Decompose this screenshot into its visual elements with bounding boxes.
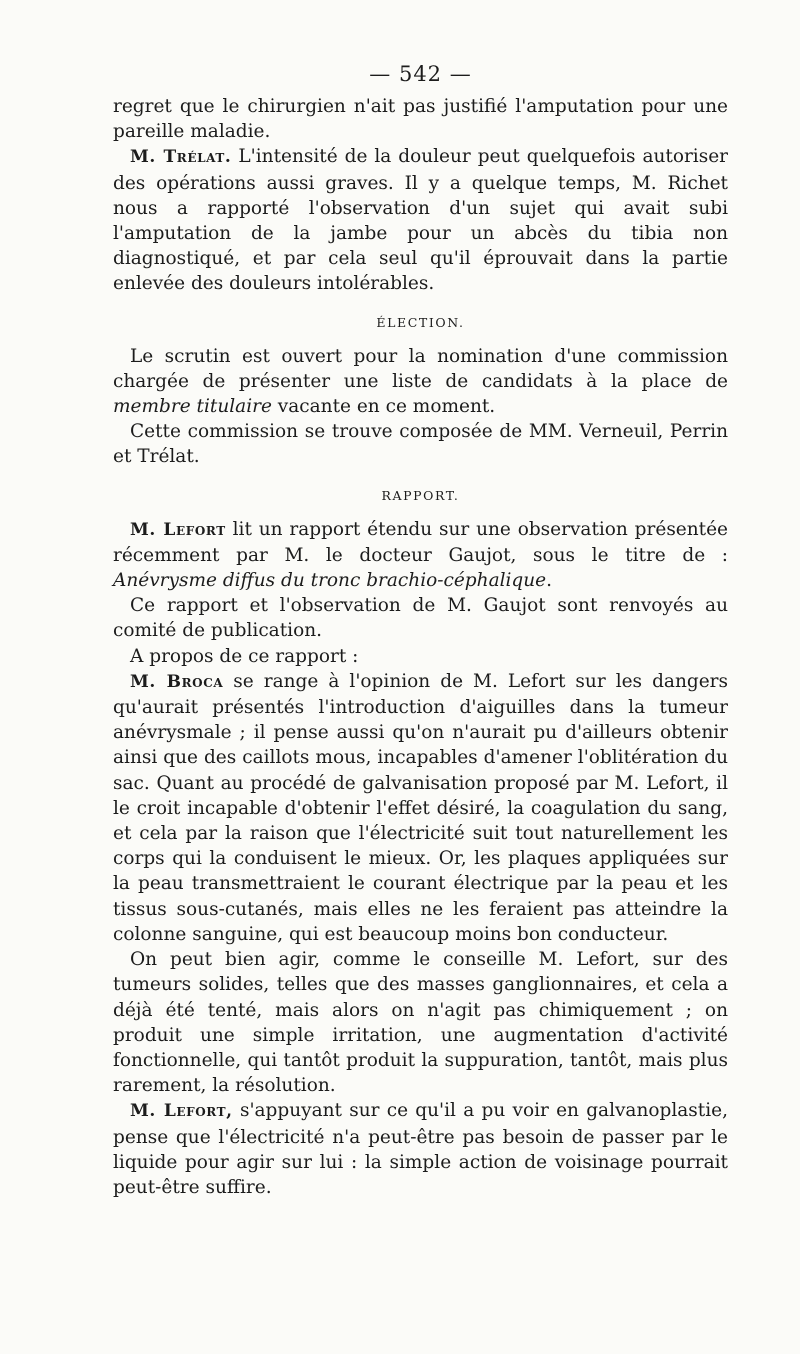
- paragraph-text: se range à l'opinion de M. Lefort sur les dangers qu'aurait présentés l'introduction d'aiguilles dans la tumeur anévrysmale ; il pense aussi qu'on n'aurait pu d'ailleurs obtenir ainsi que des caillots mous, incapables d'amener l'oblitération du sac. Quant au procédé de galvanisation proposé par M. Lefort, il le croit incapable d'obtenir l'effet désiré, la coagulation du sang, et cela par la raison que l'électricité suit tout naturellement les corps qui la conduisent le mieux. Or, les plaques appliquées sur la peau transmettraient le courant électrique par la peau et les tissus sous-cutanés, mais elles ne les feraient pas atteindre la colonne sanguine, qui est beaucoup moins bon conducteur.: [113, 670, 728, 945]
- paragraph: [113, 517, 728, 594]
- paragraph-text: L'intensité de la douleur peut quelquefois autoriser des opérations aussi graves. Il y a quelque temps, M. Richet nous a rapporté l'observation d'un sujet qui avait subi l'amputation de la jambe pour un abcès du tibia non diagnostiqué, et par cela seul qu'il éprouvait dans la partie enlevée des douleurs intolérables.: [113, 146, 729, 295]
- paragraph: Cette commission se trouve composée de MM. Verneuil, Perrin et Trélat.: [113, 421, 728, 468]
- paragraph-text: .: [546, 570, 553, 592]
- paragraph-text: Le scrutin est ouvert pour la nomination d'une commission chargée de présenter une liste de candidats à la place de: [113, 345, 728, 392]
- paragraph: regret que le chirurgien n'ait pas justifié l'amputation pour une pareille maladie.: [113, 96, 728, 143]
- speaker-name: M. Broca: [130, 671, 224, 692]
- italic-text: membre titulaire: [113, 396, 272, 418]
- paragraph: [113, 144, 728, 296]
- paragraph: On peut bien agir, comme le conseille M. Lefort, sur des tumeurs solides, telles que des masses ganglionnaires, et cela a déjà été tenté, mais alors on n'agit pas chimiquement ; on produit une simple irritation, une augmentation d'activité fonctionnelle, qui tantôt produit la suppuration, tantôt, mais plus rarement, la résolution.: [113, 949, 728, 1097]
- paragraph-text: s'appuyant sur ce qu'il a pu voir en galvanoplastie, pense que l'électricité n'a peut-être pas besoin de passer par le liquide pour agir sur lui : la simple action de voisinage pourrait peut-être suffire.: [113, 1100, 728, 1198]
- speaker-name: M. Lefort,: [130, 1101, 233, 1122]
- italic-text: Anévrysme diffus du tronc brachio-céphalique: [113, 570, 547, 592]
- paragraph: [113, 669, 728, 947]
- page-body: [113, 62, 728, 1200]
- paragraph-text: vacante en ce moment.: [271, 396, 496, 418]
- paragraph: [113, 344, 728, 420]
- paragraph: [113, 1098, 728, 1200]
- paragraph: Ce rapport et l'observation de M. Gaujot sont renvoyés au comité de publication.: [113, 595, 728, 642]
- paragraph-text: lit un rapport étendu sur une observation présentée récemment par M. le docteur Gaujot, sous le titre de :: [113, 518, 729, 566]
- speaker-name: M. Trélat.: [130, 147, 232, 168]
- section-heading: RAPPORT.: [381, 487, 460, 503]
- speaker-name: M. Lefort: [130, 519, 226, 540]
- section-heading: ÉLECTION.: [376, 314, 465, 330]
- page-number: — 542 —: [369, 62, 472, 86]
- paragraph: A propos de ce rapport :: [130, 645, 359, 667]
